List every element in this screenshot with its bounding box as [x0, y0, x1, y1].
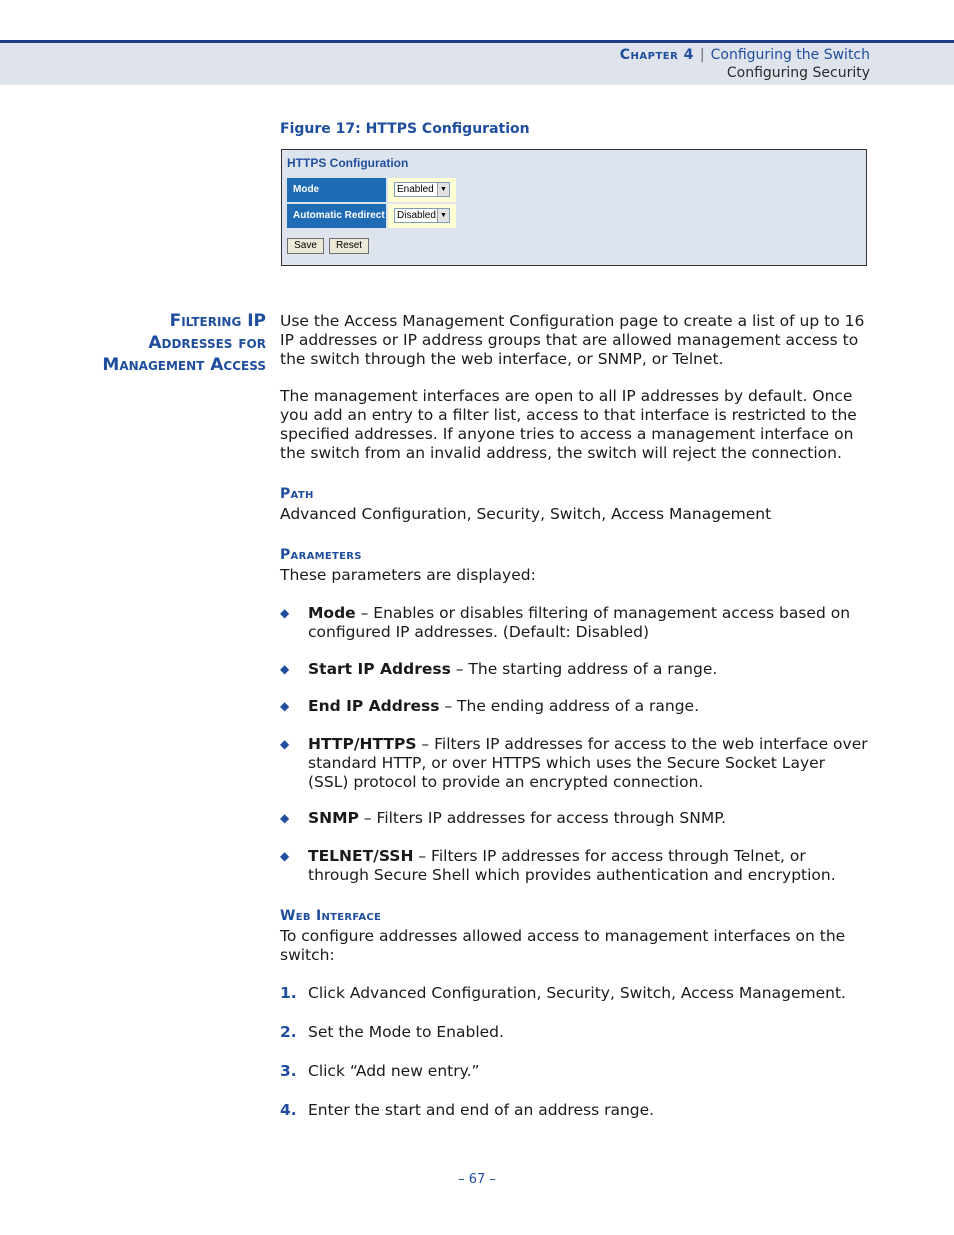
parameter-term: HTTP/HTTPS [308, 735, 417, 753]
step-number: 4. [280, 1101, 297, 1119]
figure-caption: Figure 17: HTTPS Configuration [280, 121, 530, 137]
step-text: Click Advanced Configuration, Security, Switch, Access Management. [308, 984, 846, 1002]
diamond-bullet-icon: ◆ [280, 662, 290, 676]
parameter-term: Start IP Address [308, 660, 451, 678]
step-text: Set the Mode to Enabled. [308, 1023, 504, 1041]
section-heading-line: Filtering IP [169, 311, 266, 331]
parameters-intro: These parameters are displayed: [280, 566, 536, 584]
chapter-title: Configuring the Switch [710, 47, 870, 63]
reset-button[interactable]: Reset [329, 238, 369, 254]
parameters-heading: Parameters [280, 547, 362, 563]
section-title: Configuring Security [726, 65, 870, 81]
parameter-description: – Filters IP addresses for access through Telnet, or through Secure Shell which provides authentication and encryption. [308, 847, 836, 884]
section-heading-line: Addresses for [148, 333, 266, 353]
diamond-bullet-icon: ◆ [280, 606, 290, 620]
mode-select-value: Enabled [397, 184, 434, 195]
panel-title: HTTPS Configuration [287, 156, 409, 170]
diamond-bullet-icon: ◆ [280, 849, 290, 863]
parameter-description: – Filters IP addresses for access to the web interface over standard HTTP, or over HTTPS which uses the Secure Socket Layer (SSL) protocol to provide an encrypted connection. [308, 735, 868, 791]
default-access-paragraph: The management interfaces are open to all IP addresses by default. Once you add an entry to a filter list, access to that interface is restricted to the specified addresses. If anyone tries to access a management interface on the switch from an invalid address, the switch will reject the connection. [280, 387, 857, 462]
parameter-description: – Enables or disables filtering of management access based on configured IP addresses. (Default: Disabled) [308, 604, 851, 641]
chapter-label: Chapter 4 [619, 47, 694, 63]
step-number: 1. [280, 984, 297, 1002]
diamond-bullet-icon: ◆ [280, 811, 290, 825]
web-interface-intro: To configure addresses allowed access to management interfaces on the switch: [280, 927, 846, 964]
save-button[interactable]: Save [287, 238, 324, 254]
automatic-redirect-cell [388, 204, 456, 228]
step-text: Enter the start and end of an address range. [308, 1101, 655, 1119]
parameter-description: – Filters IP addresses for access through SNMP. [358, 809, 727, 827]
parameter-term: Mode [308, 604, 356, 622]
parameter-description: – The ending address of a range. [439, 697, 700, 715]
path-heading: Path [280, 486, 314, 502]
parameter-term: SNMP [308, 809, 359, 827]
parameter-term: End IP Address [308, 697, 440, 715]
parameter-description: – The starting address of a range. [450, 660, 718, 678]
step-number: 3. [280, 1062, 297, 1080]
chevron-down-icon[interactable]: ▼ [437, 183, 449, 196]
running-header [620, 46, 870, 82]
step-number: 2. [280, 1023, 297, 1041]
diamond-bullet-icon: ◆ [280, 737, 290, 751]
section-heading-line: Management Access [102, 355, 266, 375]
mode-label: Mode [287, 178, 386, 202]
mode-select[interactable] [394, 182, 450, 197]
section-heading [60, 310, 266, 376]
diamond-bullet-icon: ◆ [280, 699, 290, 713]
parameter-term: TELNET/SSH [308, 847, 414, 865]
automatic-redirect-select-value: Disabled [397, 210, 436, 221]
automatic-redirect-label: Automatic Redirect [287, 204, 386, 228]
chevron-down-icon[interactable]: ▼ [437, 209, 449, 222]
mode-cell [388, 178, 456, 202]
step-text: Click “Add new entry.” [308, 1062, 480, 1080]
intro-paragraph: Use the Access Management Configuration page to create a list of up to 16 IP addresses or IP address groups that are allowed management access to the switch through the web interface, or SNMP, or Telnet. [280, 312, 865, 368]
automatic-redirect-select[interactable] [394, 208, 450, 223]
https-config-screenshot [281, 149, 867, 266]
header-separator: | [699, 47, 705, 63]
web-interface-heading: Web Interface [280, 908, 382, 924]
page-number: – 67 – [458, 1172, 496, 1187]
path-text: Advanced Configuration, Security, Switch, Access Management [280, 505, 772, 523]
